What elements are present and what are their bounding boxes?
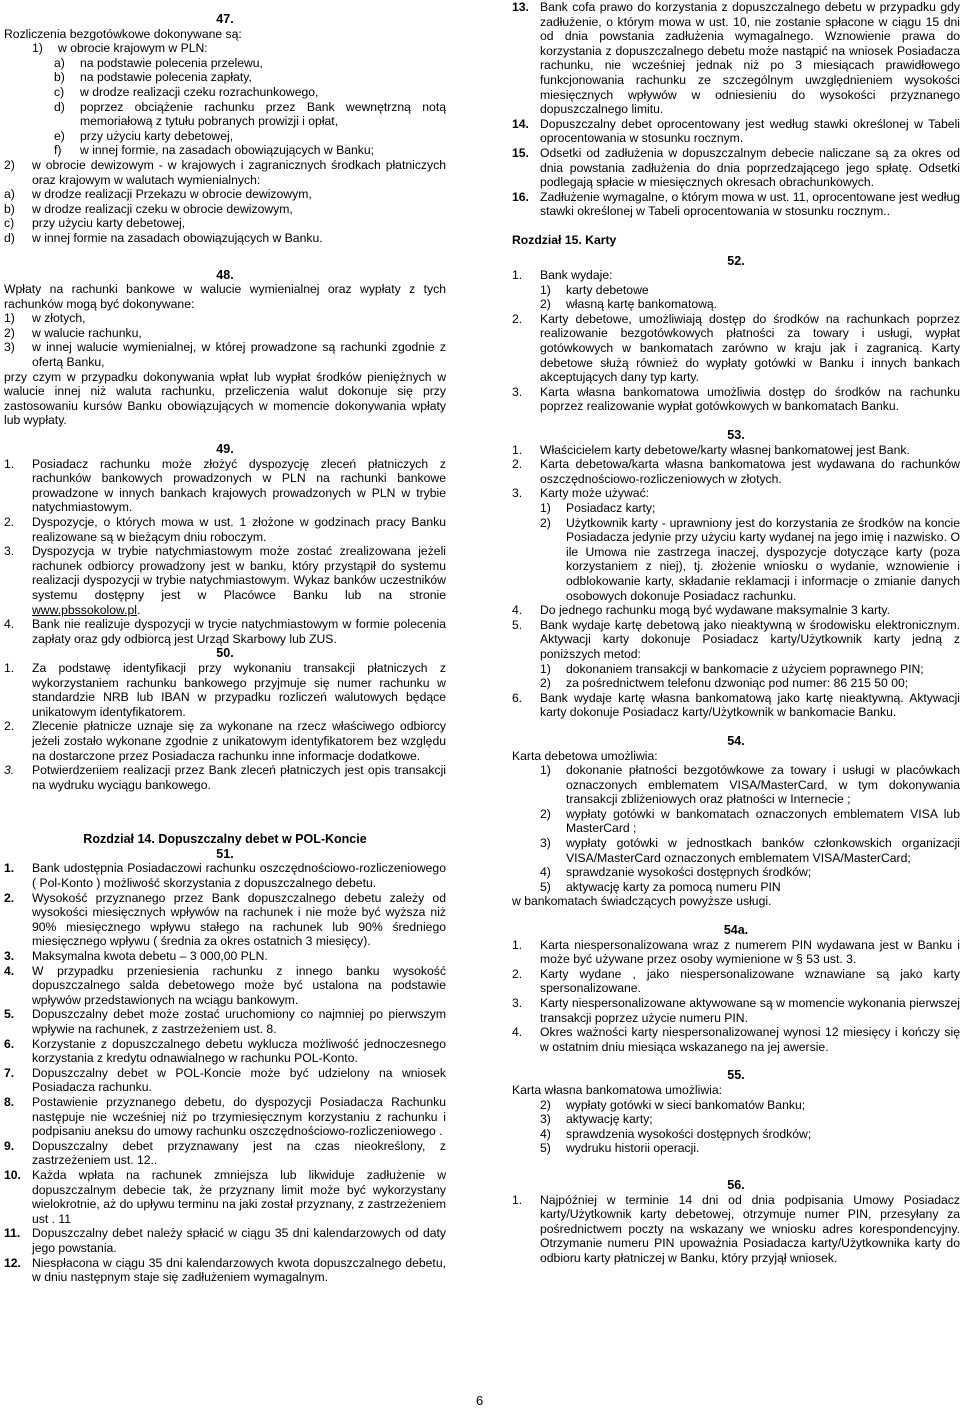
item-number: 3): [4, 340, 15, 355]
item-number: 3.: [4, 763, 15, 778]
list-item: [4, 1168, 446, 1226]
section-51-continued-list: [512, 0, 960, 219]
item-number: 1): [540, 282, 551, 297]
item-number: 6.: [512, 690, 523, 705]
item-number: 8.: [4, 1094, 15, 1109]
list-item: [4, 1095, 446, 1139]
item-text: Właścicielem karty debetowe/karty własnej bankomatowej jest Bank.: [540, 442, 910, 457]
list-item: [512, 443, 960, 458]
list-item: [4, 457, 446, 515]
item-number: 3.: [512, 384, 523, 399]
list-item: [4, 311, 446, 326]
item-number: 3.: [512, 486, 523, 501]
item-number: 5.: [512, 617, 523, 632]
list-item: [4, 202, 446, 217]
item-text: wydruku historii operacji.: [566, 1141, 700, 1156]
item-number: 2.: [4, 890, 15, 905]
section-56-title: 56.: [727, 1177, 745, 1192]
list-item: [512, 763, 960, 807]
item-number: 15.: [512, 145, 529, 160]
item-number: 4.: [512, 1025, 523, 1040]
item-number: 1.: [512, 1192, 523, 1207]
item-number: 4.: [512, 603, 523, 618]
list-item: [512, 146, 960, 190]
item-text: Dyspozycje, o których mowa w ust. 1 złożone w godzinach pracy Banku realizowane są w bieżącym dniu roboczym.: [32, 515, 446, 544]
item-text: Karta debetowa/karta własna bankomatowa jest wydawana do rachunków oszczędnościowo-rozliczeniowych w złotych.: [540, 457, 960, 486]
item-number: 2.: [512, 311, 523, 326]
item-number: 1.: [512, 442, 523, 457]
item-number: 1.: [4, 861, 15, 876]
item-number: 4): [540, 1126, 551, 1141]
item-number: f): [54, 143, 62, 158]
list-item: [4, 216, 446, 231]
item-text: Zlecenie płatnicze uznaje się za wykonane na rzecz właściwego odbiorcy jeżeli zostało wykonane zgodnie z unikatowym identyfikatorem bez względu na dostarczone przez Posiadacza rachunku inne informacje dodatkowe.: [32, 719, 446, 763]
list-item: [512, 1127, 960, 1142]
section-53-title: 53.: [727, 428, 745, 443]
section-52-list: [512, 312, 960, 414]
item-number: 2.: [512, 966, 523, 981]
list-item: [4, 187, 446, 202]
item-number: 1.: [512, 937, 523, 952]
section-51-title: 51.: [216, 846, 234, 861]
item-text: Dopuszczalny debet należy spłacić w ciągu 35 dni kalendarzowych od daty jego powstania.: [32, 1226, 446, 1255]
item-number: 1.: [4, 660, 15, 675]
item-number: 6.: [4, 1036, 15, 1051]
list-item: [4, 1139, 446, 1168]
item-text: Bank wydaje kartę własna bankomatową jako kartę nieaktywną. Aktywacji karty dokonuje Posiadacz karty/Użytkownik w bankomacie Banku.: [540, 690, 960, 720]
list-item: [512, 486, 960, 501]
item-number: a): [54, 55, 65, 70]
section-54a-title: 54a.: [723, 923, 749, 938]
item-number: 2): [4, 157, 15, 172]
list-item: [4, 763, 446, 792]
item-number: 3): [540, 836, 551, 851]
item-text: wypłaty gotówki w sieci bankomatów Banku;: [566, 1097, 806, 1112]
section-48-outro: przy czym w przypadku dokonywania wpłat lub wypłat środków pieniężnych w walucie innej niż waluta rachunku, przeliczenia walut dokonuje się przy zastosowaniu kursów Banku obowiązujących w momencie dokonywania wpłaty lub wypłaty.: [4, 369, 446, 428]
list-item: [4, 340, 446, 369]
list-item: [512, 501, 960, 516]
item-text: Posiadacz rachunku może złożyć dyspozycję zleceń płatniczych z rachunków bankowych prowadzonych w PLN na rachunki bankowe prowadzone w innych bankach krajowych prowadzonych w PLN w trybie natychmiastowym.: [32, 456, 446, 515]
item-text: w drodze realizacji czeku w obrocie dewizowym,: [32, 201, 293, 216]
list-item: [512, 190, 960, 219]
list-item: [512, 385, 960, 414]
item-number: 14.: [512, 116, 529, 131]
list-item: [4, 231, 446, 246]
item-text: Każda wpłata na rachunek zmniejsza lub likwiduje zadłużenie w dopuszczalnym debecie tak, że przyznany limit może być wykorzystany wielokrotnie, aż do upływu terminu na jaki został przyznany, z zastrzeżeniem ust . 11: [32, 1167, 446, 1226]
list-item: [4, 41, 446, 56]
item-text: w innej formie, na zasadach obowiązujących w Banku;: [80, 143, 375, 158]
section-52-title: 52.: [727, 253, 745, 268]
item-number: c): [54, 84, 65, 99]
item-text: Wysokość przyznanego przez Bank dopuszczalnego debetu zależy od wysokości miesięcznych wpływów na rachunek i nie może być wyższa niż 90% miesięcznego wpływu stałego na rachunek lub 90% średniego miesięcznego wpływu ( średnia za okres ostatnich 3 miesięcy).: [32, 890, 446, 949]
item-text: sprawdzanie wysokości dostępnych środków;: [566, 865, 812, 880]
list-item: [512, 1025, 960, 1054]
item-text: Karty może używać:: [540, 486, 650, 501]
section-54a-list: [512, 938, 960, 1055]
item-text: w drodze realizacji Przekazu w obrocie dewizowym,: [32, 187, 312, 202]
section-47-intro: Rozliczenia bezgotówkowe dokonywane są:: [4, 26, 242, 41]
item-text: w złotych,: [32, 311, 86, 326]
item-number: 1.: [4, 456, 15, 471]
item-text-body: Dyspozycja w trybie natychmiastowym może zostać zrealizowana jeżeli rachunek odbiorcy prowadzony jest w banku, który przystąpił do systemu realizacji dyspozycji w trybie natychmiastowym. Wykaz banków uczestników systemu dostępny jest w Placówce Banku lub na stronie: [32, 544, 446, 602]
list-item: [512, 1112, 960, 1127]
item-text: wypłaty gotówki w bankomatach oznaczonych emblematem VISA lub MasterCard ;: [566, 806, 960, 836]
item-number: 5): [540, 1141, 551, 1156]
section-54-intro: Karta debetowa umożliwia:: [512, 748, 658, 763]
section-54-title: 54.: [727, 733, 745, 748]
item-number: b): [4, 201, 15, 216]
section-48-title: 48.: [216, 267, 234, 282]
list-item: [512, 603, 960, 618]
list-item: [4, 719, 446, 763]
item-number: 2): [540, 515, 551, 530]
list-item: [512, 516, 960, 604]
item-number: 1): [540, 661, 551, 676]
item-number: 1.: [512, 268, 523, 283]
item-text: Zadłużenie wymagalne, o którym mowa w ust. 11, oprocentowane jest według stawki określonej w Tabeli oprocentowania w stosunku rocznym..: [540, 189, 960, 219]
list-item: [4, 515, 446, 544]
list-item: [512, 312, 960, 385]
item-number: 12.: [4, 1255, 21, 1270]
item-text: aktywację karty za pomocą numeru PIN: [566, 879, 781, 894]
list-item: [512, 1098, 960, 1113]
item-number: 2): [540, 806, 551, 821]
item-number: 13.: [512, 0, 529, 14]
section-51-list: [4, 861, 446, 1284]
list-item: [512, 457, 960, 486]
item-text: Dopuszczalny debet oprocentowany jest według stawki określonej w Tabeli oprocentowania w stosunku rocznym.: [540, 116, 960, 146]
item-number: 1): [540, 501, 551, 515]
section-52-1-list: [512, 283, 960, 312]
item-text: za pośrednictwem telefonu dzwoniąc pod numer: 86 215 50 00;: [566, 676, 909, 691]
list-item: [4, 861, 446, 890]
list-item: [512, 1193, 960, 1266]
list-item: [512, 865, 960, 880]
list-item: [512, 268, 960, 283]
item-number: 11.: [4, 1226, 21, 1241]
list-item: [4, 1007, 446, 1036]
item-text: dokonaniem transakcji w bankomacie z użyciem poprawnego PIN;: [566, 661, 924, 676]
item-text: sprawdzenia wysokości dostępnych środków;: [566, 1126, 812, 1141]
item-number: c): [4, 216, 15, 231]
list-item: [4, 129, 446, 144]
section-48-intro: Wpłaty na rachunki bankowe w walucie wymienialnej oraz wypłaty z tych rachunków mogą być dokonywane:: [4, 282, 446, 311]
list-item: [512, 807, 960, 836]
item-number: 7.: [4, 1065, 15, 1080]
list-item: [512, 996, 960, 1025]
list-item: [4, 326, 446, 341]
item-text: Dopuszczalny debet w POL-Koncie może być udzielony na wniosek Posiadacza rachunku.: [32, 1065, 446, 1095]
list-item: [512, 1141, 960, 1156]
item-text: aktywację karty;: [566, 1112, 653, 1127]
item-text: Bank udostępnia Posiadaczowi rachunku oszczędnościowo-rozliczeniowego ( Pol-Konto ) możliwość skorzystania z dopuszczalnego debetu.: [32, 861, 446, 891]
list-item: [4, 1066, 446, 1095]
item-number: 5): [540, 879, 551, 894]
item-text: własną kartę bankomatową.: [566, 297, 718, 312]
section-53-list: [512, 443, 960, 720]
list-item: [512, 117, 960, 146]
item-text: W przypadku przeniesienia rachunku z innego banku wysokość dopuszczalnego salda debetowego może być ustalona na podstawie wpływów przedstawionych na wciągu bankowym.: [32, 963, 446, 1007]
item-text: Karta niespersonalizowana wraz z numerem PIN wydawana jest w Banku i może być używane przez osoby wymienione w § 53 ust. 3.: [540, 937, 960, 967]
item-text: Najpóźniej w terminie 14 dni od dnia podpisania Umowy Posiadacz karty/Użytkownik karty debetowej, otrzymuje numer PIN, przesyłany za pośrednictwem poczty na wskazany we wniosku adres korespondencyjny. Otrzymanie numeru PIN upoważnia Posiadacza karty/Użytkownika karty do odbioru karty płatniczej w Banku, który przyjął wniosek.: [540, 1192, 960, 1265]
item-text: wypłaty gotówki w jednostkach banków członkowskich organizacji VISA/MasterCard oznaczonych emblematem VISA/MasterCard;: [566, 836, 960, 865]
item-text: Użytkownik karty - uprawniony jest do korzystania ze środków na koncie Posiadacza jedynie przy użyciu karty wydanej na jego imię i nazwisko. O ile Umowa nie zastrzega inaczej, dyspozycje dotyczące karty (poza korzystaniem z niej), tj. złożenie wniosku o wydanie, wznowienie i odblokowanie karty, składanie reklamacji i informacje o zmianie danych osobowych dokonuje Posiadacz rachunku.: [566, 515, 960, 603]
list-item: [4, 544, 446, 617]
section-55-title: 55.: [727, 1068, 745, 1083]
page-number: 6: [476, 1393, 484, 1408]
item-text: Odsetki od zadłużenia w dopuszczalnym debecie naliczane są za okres od dnia powstania zadłużenia do dnia poprzedzającego jego spłatę. Odsetki podlegają spłacie w miesięcznych okresach obrachunkowych.: [540, 145, 960, 190]
item-number: 3): [540, 1112, 551, 1127]
item-text: Okres ważności karty niespersonalizowanej wynosi 12 miesięcy i kończy się w ostatnim dniu miesiąca wskazanego na jej awersie.: [540, 1025, 960, 1054]
list-item: [4, 1256, 446, 1285]
chapter-15-title: Rozdział 15. Karty: [512, 232, 617, 247]
section-47-1-list: [4, 56, 446, 158]
list-item: [512, 880, 960, 895]
item-text: Dopuszczalny debet może zostać uruchomiony co najmniej po pierwszym wpływie na rachunek, z zastrzeżeniem ust. 8.: [32, 1007, 446, 1036]
item-number: 2): [4, 325, 15, 340]
section-56-list: [512, 1193, 960, 1266]
item-number: 10.: [4, 1167, 21, 1182]
item-text: poprzez obciążenie rachunku przez Bank wewnętrzną notą memoriałową z tytułu pobranych prowizji i opłat,: [80, 99, 446, 129]
item-text: Karty wydane , jako niespersonalizowane wznawiane są jako karty spersonalizowane.: [540, 966, 960, 996]
list-item: [4, 661, 446, 719]
list-item: [4, 85, 446, 100]
section-48-list: [4, 311, 446, 369]
list-item: [4, 1226, 446, 1255]
item-text: Za podstawę identyfikacji przy wykonaniu transakcji płatniczych z wykorzystaniem rachunku bankowego przyjmuje się numer rachunku w standardzie NRB lub IBAN w przypadku rozliczeń walutowych będące unikatowym identyfikatorem.: [32, 660, 446, 719]
section-55-list: [512, 1098, 960, 1156]
item-text: Maksymalna kwota debetu – 3 000,00 PLN.: [32, 949, 268, 964]
item-number: 1): [4, 311, 15, 326]
item-number: d): [4, 230, 15, 245]
section-55-intro: Karta własna bankomatowa umożliwia:: [512, 1082, 722, 1097]
item-number: 9.: [4, 1138, 15, 1153]
item-number: a): [4, 187, 15, 202]
item-text: Bank wydaje:: [540, 268, 613, 283]
item-text: Do jednego rachunku mogą być wydawane maksymalnie 3 karty.: [540, 603, 891, 618]
item-text: Niespłacona w ciągu 35 dni kalendarzowych kwota dopuszczalnego debetu, w dniu następnym staje się zadłużeniem wymagalnym.: [32, 1255, 446, 1285]
left-column: [4, 12, 446, 1285]
item-text: Dopuszczalny debet przyznawany jest na czas nieokreślony, z zastrzeżeniem ust. 12..: [32, 1138, 446, 1168]
list-item: [512, 0, 960, 117]
section-49-title: 49.: [216, 442, 234, 457]
section-49-list: [4, 457, 446, 647]
list-item: [4, 143, 446, 158]
list-item: [512, 283, 960, 298]
item-text: Bank wydaje kartę debetową jako nieaktywną w środowisku elektronicznym. Aktywacji karty dokonuje Posiadacz karty/Użytkownik karty jedną z poniższych metod:: [540, 617, 960, 661]
item-text: przy użyciu karty debetowej,: [80, 128, 234, 143]
item-text: Potwierdzeniem realizacji przez Bank zleceń płatniczych jest opis transakcji na wydruku wyciągu bankowego.: [32, 763, 446, 792]
item-text: Korzystanie z dopuszczalnego debetu wyklucza możliwość jednoczesnego korzystania z kredytu odnawialnego w rachunku POL-Konto.: [32, 1036, 446, 1066]
item-text: Karta własna bankomatowa umożliwia dostęp do środków na rachunku poprzez realizowanie wypłat gotówkowych w bankomatach Banku.: [540, 384, 960, 414]
item-text: Karty niespersonalizowane aktywowane są w momencie wykonania pierwszej transakcji poprzez użycie numeru PIN.: [540, 996, 960, 1025]
item-number: d): [54, 99, 65, 114]
list-item: [512, 662, 960, 677]
item-text: w innej formie na zasadach obowiązujących w Banku.: [32, 230, 323, 245]
list-item: [512, 297, 960, 312]
item-text: w innej walucie wymienialnej, w której prowadzone są rachunki zgodnie z ofertą Banku,: [32, 340, 446, 370]
item-number: 2.: [512, 457, 523, 472]
item-text: przy użyciu karty debetowej,: [32, 216, 186, 231]
item-text: Bank cofa prawo do korzystania z dopuszczalnego debetu w przypadku gdy zadłużenie, o którym mowa w ust. 10, nie zostanie spłacone w ciągu 15 dni od dnia powstania zadłużenia wymagalnego. Wznowienie prawa do korzystania z dopuszczalnego debetu może nastąpić na wniosek Posiadacza rachunku, nie wcześniej jednak niż po 3 miesiącach prawidłowego funkcjonowania rachunku ze szczególnym uwzględnieniem wysokości miesięcznych wpływów w odniesieniu do wysokości przyznanego dopuszczalnego limitu.: [540, 0, 960, 117]
list-item: [4, 617, 446, 646]
item-text-end: .: [137, 602, 141, 617]
item-number: 3.: [512, 996, 523, 1010]
right-column: [512, 0, 960, 1266]
item-number: 5.: [4, 1007, 15, 1022]
item-text: na podstawie polecenia zapłaty,: [80, 70, 252, 85]
item-number: 4.: [4, 963, 15, 978]
item-number: 2): [540, 1097, 551, 1112]
section-47-2-list: [4, 187, 446, 245]
item-number: 2): [540, 297, 551, 312]
item-text: Posiadacz karty;: [566, 501, 656, 515]
item-number: 4): [540, 865, 551, 880]
list-item: [4, 158, 446, 187]
list-item: [4, 1037, 446, 1066]
item-number: 3.: [4, 949, 15, 964]
section-54-outro: w bankomatach świadczących powyższe usługi.: [512, 894, 772, 909]
item-number: 16.: [512, 189, 529, 204]
item-number: 4.: [4, 617, 15, 632]
list-item: [4, 56, 446, 71]
list-item: [4, 891, 446, 949]
item-text: w drodze realizacji czeku rozrachunkowego,: [80, 84, 319, 99]
item-number: 2): [540, 676, 551, 691]
list-item: [4, 964, 446, 1008]
item-number: 3.: [4, 544, 15, 559]
item-text: w obrocie krajowym w PLN:: [58, 41, 208, 56]
list-item: [4, 949, 446, 964]
section-50-title: 50.: [216, 646, 234, 661]
item-text: w walucie rachunku,: [32, 325, 142, 340]
list-item: [512, 836, 960, 865]
item-number: b): [54, 70, 65, 85]
item-text: [32, 544, 446, 617]
section-47-title: 47.: [216, 12, 234, 26]
website-link[interactable]: www.pbssokolow.pl: [32, 602, 137, 617]
item-text: Postawienie przyznanego debetu, do dyspozycji Posiadacza Rachunku następuje nie wcześniej niż po trzymiesięcznym korzystaniu z rachunku i podpisaniu aneksu do umowy rachunku oszczędnościowo-rozliczeniowego .: [32, 1094, 446, 1139]
item-text: Bank nie realizuje dyspozycji w trycie natychmiastowym w formie polecenia zapłaty oraz gdy odbiorcą jest Urząd Skarbowy lub ZUS.: [32, 617, 446, 646]
item-text: karty debetowe: [566, 282, 649, 297]
item-text: dokonanie płatności bezgotówkowe za towary i usługi w placówkach oznaczonych emblematem VISA/MasterCard, w tym dokonywania transakcji zbliżeniowych oraz płatności w Internecie ;: [566, 763, 960, 807]
item-text: Karty debetowe, umożliwiają dostęp do środków na rachunkach poprzez realizowanie bezgotówkowych płatności za towary i usługi, wypłat gotówkowych w bankomatach zarówno w kraju jak i zagranicą. Karty debetowe służą również do wypłaty gotówki w Banku i innych bankach akceptujących dany typ karty.: [540, 311, 960, 385]
item-number: 1): [32, 41, 43, 56]
item-text: w obrocie dewizowym - w krajowych i zagranicznych środkach płatniczych oraz krajowym w walutach wymienialnych:: [32, 157, 446, 187]
list-item: [512, 676, 960, 691]
item-number: 2.: [4, 515, 15, 529]
list-item: [512, 691, 960, 720]
section-50-list: [4, 661, 446, 792]
item-number: e): [54, 128, 65, 143]
list-item: [4, 100, 446, 129]
section-54-list: [512, 763, 960, 894]
list-item: [512, 618, 960, 662]
list-item: [512, 938, 960, 967]
item-text: na podstawie polecenia przelewu,: [80, 55, 263, 70]
list-item: [512, 967, 960, 996]
item-number: 1): [540, 763, 551, 778]
chapter-14-title: Rozdział 14. Dopuszczalny debet w POL-Koncie: [83, 832, 367, 847]
list-item: [4, 70, 446, 85]
item-number: 2.: [4, 719, 15, 734]
